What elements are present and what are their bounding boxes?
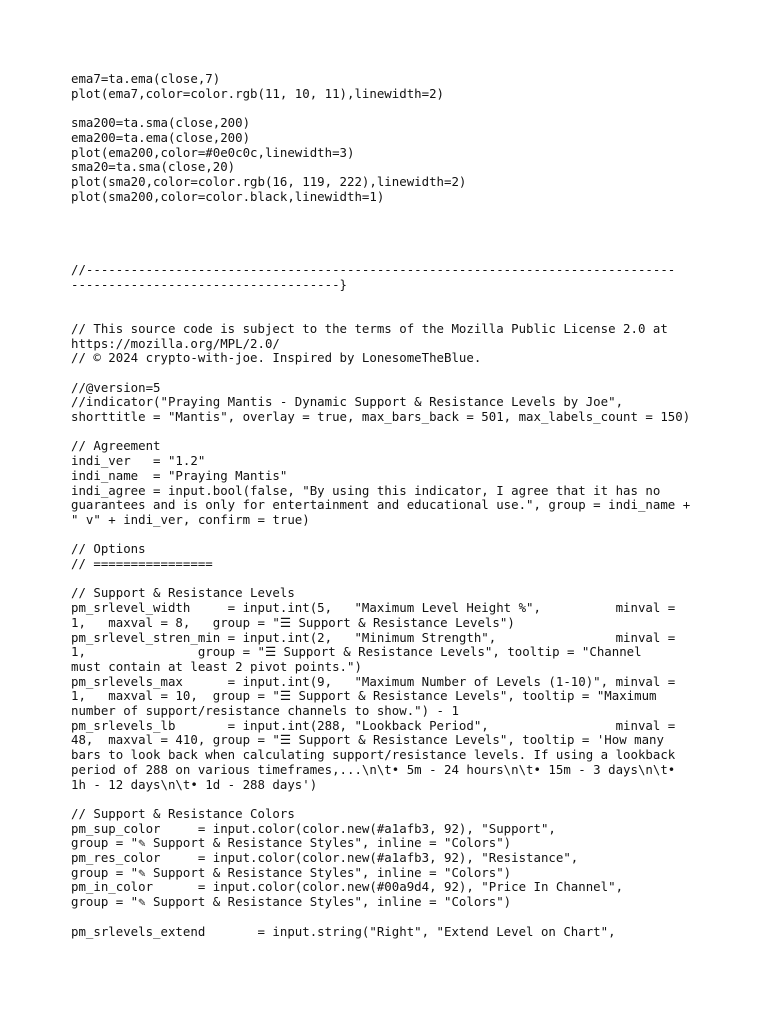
code-line: // Support & Resistance Colors — [71, 805, 295, 821]
code-line: pm_res_color = input.color(color.new(#a1afb3, 92), "Resistance", — [71, 850, 579, 866]
blank-line — [71, 234, 711, 249]
blank-line — [71, 528, 711, 543]
code-line: plot(sma20,color=color.rgb(16, 119, 222),linewidth=2) — [71, 173, 467, 189]
code-line: ema7=ta.ema(close,7) — [71, 71, 221, 86]
code-line: plot(ema7,color=color.rgb(11, 10, 11),linewidth=2) — [71, 85, 444, 101]
code-line: 1, maxval = 10, group = "☰ Support & Resistance Levels", tooltip = "Maximum — [71, 688, 657, 704]
code-line: indi_name = "Praying Mantis" — [71, 467, 288, 483]
code-line: // Support & Resistance Levels — [71, 585, 295, 601]
code-line: " v" + indi_ver, confirm = true) — [71, 511, 310, 527]
code-line: must contain at least 2 pivot points.") — [71, 658, 362, 674]
code-line: plot(sma200,color=color.black,linewidth=1) — [71, 188, 385, 204]
code-line: group = "✎ Support & Resistance Styles", inline = "Colors") — [71, 894, 512, 910]
code-line: sma20=ta.sma(close,20) — [71, 159, 236, 175]
code-line: number of support/resistance channels to show.") - 1 — [71, 703, 459, 719]
code-line: plot(ema200,color=#0e0c0c,linewidth=3) — [71, 144, 355, 160]
code-line: group = "✎ Support & Resistance Styles", inline = "Colors") — [71, 864, 512, 880]
code-line: indi_agree = input.bool(false, "By using this indicator, I agree that it has no — [71, 482, 661, 498]
code-line: ema200=ta.ema(close,200) — [71, 129, 251, 145]
code-line: //------------------------------------------------------------------------------- — [71, 262, 676, 278]
blank-line — [71, 425, 711, 440]
code-line: pm_srlevels_extend = input.string("Right", "Extend Level on Chart", — [71, 923, 616, 939]
code-line: ------------------------------------} — [71, 276, 348, 292]
code-line: //@version=5 — [71, 379, 161, 395]
code-line: 1, group = "☰ Support & Resistance Levels", tooltip = "Channel — [71, 644, 642, 660]
blank-line — [71, 307, 711, 322]
code-line: group = "✎ Support & Resistance Styles", inline = "Colors") — [71, 835, 512, 851]
code-line: https://mozilla.org/MPL/2.0/ — [71, 335, 280, 351]
code-line: // © 2024 crypto-with-joe. Inspired by LonesomeTheBlue. — [71, 350, 482, 366]
code-line: pm_in_color = input.color(color.new(#00a9d4, 92), "Price In Channel", — [71, 879, 624, 895]
code-line: // Options — [71, 541, 146, 557]
code-line: indi_ver = "1.2" — [71, 453, 206, 469]
code-line: sma200=ta.sma(close,200) — [71, 115, 251, 131]
code-line: //indicator("Praying Mantis - Dynamic Support & Resistance Levels by Joe", — [71, 394, 624, 410]
code-line: pm_srlevels_lb = input.int(288, "Lookback Period", minval = — [71, 717, 676, 733]
code-line: pm_srlevel_stren_min = input.int(2, "Minimum Strength", minval = — [71, 629, 676, 645]
blank-line — [71, 101, 711, 116]
blank-line — [71, 792, 711, 807]
code-line: 1, maxval = 8, group = "☰ Support & Resistance Levels") — [71, 614, 515, 630]
blank-line — [71, 292, 711, 307]
code-line: // Agreement — [71, 438, 161, 454]
blank-line — [71, 204, 711, 219]
code-line: bars to look back when calculating support/resistance levels. If using a lookback — [71, 747, 676, 763]
code-listing — [71, 72, 711, 939]
code-line: pm_srlevel_width = input.int(5, "Maximum Level Height %", minval = — [71, 600, 676, 616]
blank-line — [71, 572, 711, 587]
blank-line — [71, 248, 711, 263]
code-line: 48, maxval = 410, group = "☰ Support & Resistance Levels", tooltip = 'How many — [71, 732, 664, 748]
code-line: guarantees and is only for entertainment and educational use.", group = indi_name + — [71, 497, 691, 513]
code-line: 1h - 12 days\n\t• 1d - 288 days') — [71, 776, 318, 792]
code-line: // This source code is subject to the terms of the Mozilla Public License 2.0 at — [71, 320, 668, 336]
code-line: shorttitle = "Mantis", overlay = true, max_bars_back = 501, max_labels_count = 150) — [71, 409, 691, 425]
code-line: // ================ — [71, 556, 213, 572]
code-line: pm_sup_color = input.color(color.new(#a1afb3, 92), "Support", — [71, 820, 556, 836]
code-line: period of 288 on various timeframes,...\n\t• 5m - 24 hours\n\t• 15m - 3 days\n\t• — [71, 761, 676, 777]
blank-line — [71, 219, 711, 234]
code-line: pm_srlevels_max = input.int(9, "Maximum Number of Levels (1-10)", minval = — [71, 673, 676, 689]
blank-line — [71, 366, 711, 381]
blank-line — [71, 910, 711, 925]
